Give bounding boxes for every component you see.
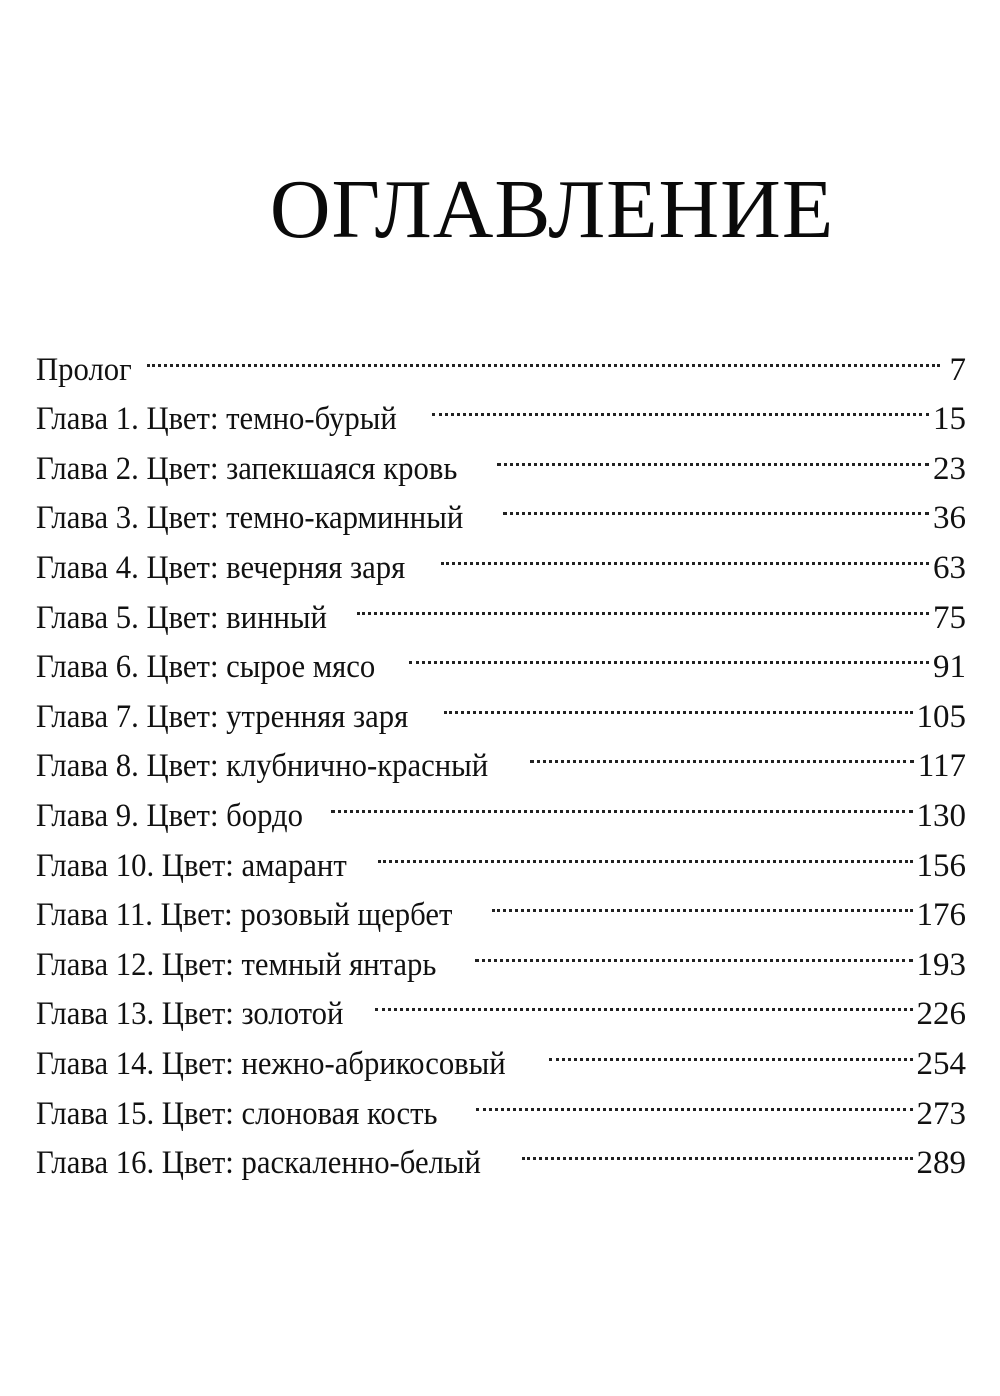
dot-leader [492, 876, 913, 926]
dot-leader [147, 330, 940, 380]
dot-leader [444, 677, 912, 727]
toc-entry-label: Глава 9. Цвет: бордо [36, 797, 304, 834]
dot-leader [357, 578, 929, 628]
toc-entry-page-number: 63 [933, 549, 966, 586]
toc-entry-label: Глава 3. Цвет: темно-карминный [36, 500, 464, 537]
page-title: ОГЛАВЛЕНИЕ [269, 163, 835, 256]
toc-entry-label: Глава 2. Цвет: запекшаяся кровь [36, 450, 458, 487]
toc-entry-page-number: 156 [916, 847, 966, 884]
toc-entry-label: Глава 11. Цвет: розовый щербет [36, 897, 453, 934]
dot-leader [497, 429, 929, 479]
toc-entry-label: Глава 15. Цвет: слоновая кость [36, 1095, 438, 1132]
toc-entry-page-number: 91 [933, 649, 966, 686]
toc-entry-label: Глава 10. Цвет: амарант [36, 847, 347, 884]
dot-leader [375, 975, 913, 1025]
toc-entry-chapter-1 [36, 380, 966, 438]
toc-entry-label: Пролог [36, 351, 132, 388]
toc-entry-page-number: 23 [933, 450, 966, 487]
toc-entry-label: Глава 1. Цвет: темно-бурый [36, 401, 397, 438]
dot-leader [409, 628, 929, 678]
table-of-contents [36, 330, 966, 1182]
toc-entry-page-number: 117 [917, 748, 966, 785]
toc-entry-page-number: 7 [949, 351, 966, 388]
toc-entry-page-number: 226 [916, 996, 966, 1033]
toc-entry-label: Глава 13. Цвет: золотой [36, 996, 344, 1033]
toc-entry-label: Глава 14. Цвет: нежно-абрикосовый [36, 1045, 506, 1082]
dot-leader [476, 1074, 913, 1124]
toc-entry-label: Глава 7. Цвет: утренняя заря [36, 698, 409, 735]
toc-entry-prologue [36, 330, 966, 388]
toc-entry-page-number: 176 [916, 897, 966, 934]
toc-entry-label: Глава 12. Цвет: темный янтарь [36, 946, 437, 983]
toc-entry-label: Глава 4. Цвет: вечерняя заря [36, 549, 406, 586]
dot-leader [522, 1124, 912, 1174]
dot-leader [503, 479, 929, 529]
toc-entry-page-number: 15 [933, 401, 966, 438]
dot-leader [378, 826, 912, 876]
dot-leader [530, 727, 914, 777]
toc-entry-page-number: 193 [916, 946, 966, 983]
toc-entry-label: Глава 5. Цвет: винный [36, 599, 327, 636]
toc-entry-page-number: 289 [916, 1145, 966, 1182]
toc-entry-label: Глава 6. Цвет: сырое мясо [36, 649, 376, 686]
dot-leader [432, 380, 929, 430]
toc-entry-label: Глава 8. Цвет: клубнично-красный [36, 748, 489, 785]
dot-leader [441, 528, 929, 578]
toc-entry-page-number: 273 [916, 1095, 966, 1132]
toc-entry-page-number: 36 [933, 500, 966, 537]
dot-leader [331, 776, 912, 826]
dot-leader [549, 1024, 912, 1074]
toc-entry-page-number: 75 [933, 599, 966, 636]
toc-entry-page-number: 130 [916, 797, 966, 834]
dot-leader [475, 925, 913, 975]
toc-entry-label: Глава 16. Цвет: раскаленно-белый [36, 1145, 481, 1182]
toc-entry-page-number: 105 [916, 698, 966, 735]
toc-entry-page-number: 254 [916, 1045, 966, 1082]
